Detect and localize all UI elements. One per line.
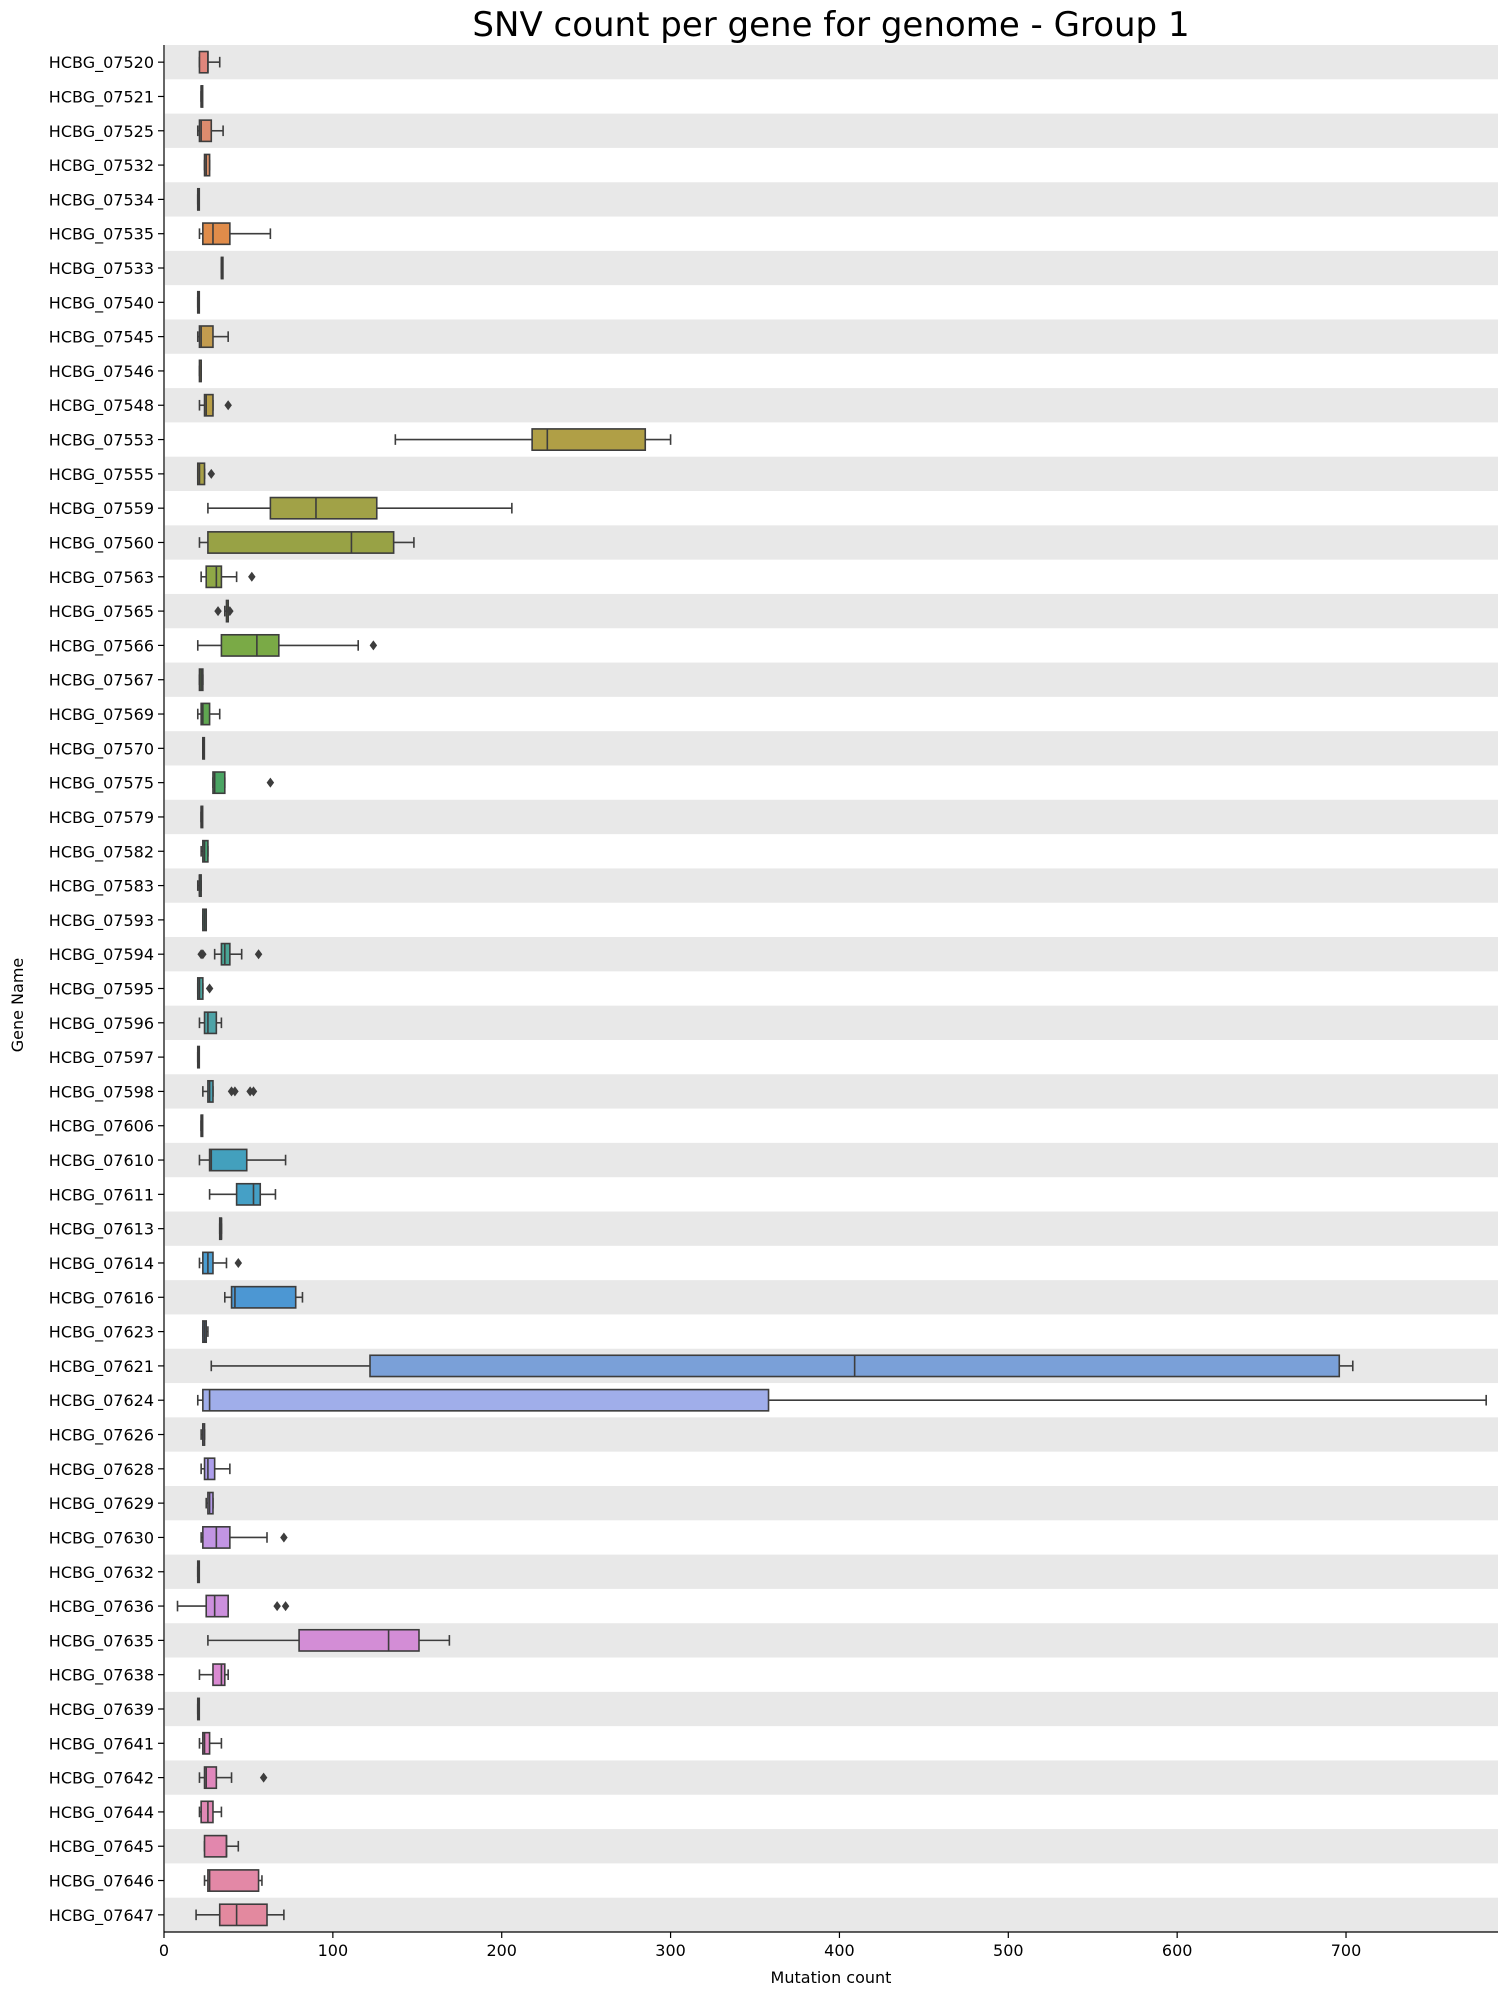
y-axis-ticks bbox=[49, 53, 164, 1926]
row-band bbox=[165, 182, 1498, 216]
x-tick-label: 700 bbox=[1330, 1941, 1362, 1960]
box-HCBG_07644 bbox=[199, 1801, 221, 1822]
y-tick-label: HCBG_07645 bbox=[48, 1837, 154, 1857]
outlier-point bbox=[235, 1258, 243, 1268]
box-HCBG_07559 bbox=[208, 498, 512, 519]
box-HCBG_07532 bbox=[205, 154, 210, 175]
box-HCBG_07546 bbox=[199, 360, 201, 381]
y-tick-label: HCBG_07565 bbox=[48, 602, 154, 622]
y-tick-label: HCBG_07628 bbox=[48, 1459, 154, 1479]
box-HCBG_07621 bbox=[211, 1355, 1352, 1376]
y-tick-label: HCBG_07582 bbox=[48, 842, 154, 862]
box-HCBG_07540 bbox=[198, 292, 200, 313]
box-HCBG_07595 bbox=[198, 978, 214, 999]
box-iqr bbox=[237, 1184, 261, 1205]
y-tick-label: HCBG_07555 bbox=[48, 464, 154, 484]
row-band bbox=[165, 114, 1498, 148]
row-band bbox=[165, 1074, 1498, 1108]
row-band bbox=[165, 800, 1498, 834]
row-band bbox=[165, 1829, 1498, 1863]
box-HCBG_07569 bbox=[198, 703, 220, 724]
y-tick-label: HCBG_07635 bbox=[48, 1631, 154, 1651]
y-tick-label: HCBG_07583 bbox=[48, 876, 154, 896]
box-HCBG_07614 bbox=[199, 1252, 242, 1273]
y-tick-label: HCBG_07563 bbox=[48, 567, 154, 587]
box-HCBG_07563 bbox=[201, 566, 255, 587]
row-band bbox=[165, 868, 1498, 902]
box-HCBG_07553 bbox=[395, 429, 670, 450]
y-tick-label: HCBG_07638 bbox=[48, 1665, 154, 1685]
box-HCBG_07629 bbox=[206, 1493, 213, 1514]
row-band bbox=[165, 388, 1498, 422]
box-iqr bbox=[299, 1630, 419, 1651]
outlier-point bbox=[280, 1532, 288, 1542]
box-HCBG_07616 bbox=[225, 1287, 303, 1308]
box-iqr bbox=[208, 532, 394, 553]
box-HCBG_07636 bbox=[178, 1595, 290, 1616]
box-iqr bbox=[203, 1390, 769, 1411]
y-tick-label: HCBG_07567 bbox=[48, 670, 154, 690]
y-tick-label: HCBG_07540 bbox=[48, 293, 154, 313]
box-iqr bbox=[221, 635, 278, 656]
x-axis-ticks bbox=[159, 1932, 1361, 1960]
box-iqr bbox=[205, 1836, 227, 1857]
row-band bbox=[165, 251, 1498, 285]
y-tick-label: HCBG_07623 bbox=[48, 1322, 154, 1342]
outlier-point bbox=[370, 640, 378, 650]
y-tick-label: HCBG_07569 bbox=[48, 705, 154, 725]
y-tick-label: HCBG_07593 bbox=[48, 910, 154, 930]
outlier-point bbox=[206, 984, 214, 994]
box-iqr bbox=[203, 841, 208, 862]
x-tick-label: 400 bbox=[824, 1941, 855, 1960]
box-iqr bbox=[206, 1595, 228, 1616]
y-tick-label: HCBG_07639 bbox=[48, 1699, 154, 1719]
box-HCBG_07638 bbox=[199, 1664, 228, 1685]
y-tick-label: HCBG_07624 bbox=[48, 1391, 154, 1411]
box-HCBG_07641 bbox=[199, 1733, 221, 1754]
box-iqr bbox=[206, 566, 221, 587]
box-HCBG_07560 bbox=[199, 532, 413, 553]
box-iqr bbox=[199, 52, 207, 73]
box-iqr bbox=[221, 944, 229, 965]
x-tick-label: 0 bbox=[158, 1941, 170, 1960]
y-tick-label: HCBG_07613 bbox=[48, 1219, 154, 1239]
box-HCBG_07624 bbox=[198, 1390, 1486, 1411]
box-HCBG_07611 bbox=[210, 1184, 276, 1205]
y-tick-label: HCBG_07546 bbox=[48, 361, 154, 381]
y-tick-label: HCBG_07611 bbox=[48, 1185, 154, 1205]
row-band bbox=[165, 937, 1498, 971]
box-HCBG_07570 bbox=[203, 738, 205, 759]
box-HCBG_07575 bbox=[213, 772, 274, 793]
box-HCBG_07606 bbox=[201, 1115, 203, 1136]
box-HCBG_07630 bbox=[201, 1527, 287, 1548]
box-HCBG_07535 bbox=[199, 223, 270, 244]
y-tick-label: HCBG_07597 bbox=[48, 1048, 154, 1068]
box-iqr bbox=[205, 1012, 217, 1033]
y-tick-label: HCBG_07641 bbox=[48, 1734, 154, 1754]
box-HCBG_07639 bbox=[198, 1698, 200, 1719]
box-iqr bbox=[198, 978, 203, 999]
box-iqr bbox=[220, 1904, 267, 1925]
x-tick-label: 500 bbox=[993, 1941, 1024, 1960]
y-tick-label: HCBG_07594 bbox=[48, 945, 154, 965]
box-HCBG_07632 bbox=[198, 1561, 200, 1582]
box-iqr bbox=[208, 1081, 213, 1102]
x-tick-label: 300 bbox=[655, 1941, 686, 1960]
box-iqr bbox=[208, 1493, 213, 1514]
row-band bbox=[165, 1692, 1498, 1726]
y-tick-label: HCBG_07632 bbox=[48, 1562, 154, 1582]
y-tick-label: HCBG_07566 bbox=[48, 636, 154, 656]
row-band bbox=[165, 1555, 1498, 1589]
row-band bbox=[165, 731, 1498, 765]
box-HCBG_07582 bbox=[201, 841, 208, 862]
box-HCBG_07521 bbox=[201, 86, 203, 107]
y-tick-label: HCBG_07626 bbox=[48, 1425, 154, 1445]
row-band bbox=[165, 1143, 1498, 1177]
box-HCBG_07613 bbox=[220, 1218, 222, 1239]
y-tick-label: HCBG_07636 bbox=[48, 1597, 154, 1617]
y-tick-label: HCBG_07532 bbox=[48, 156, 154, 176]
x-tick-label: 600 bbox=[1161, 1941, 1193, 1960]
box-HCBG_07646 bbox=[205, 1870, 262, 1891]
y-tick-label: HCBG_07647 bbox=[48, 1905, 154, 1925]
y-tick-label: HCBG_07596 bbox=[48, 1013, 154, 1033]
box-HCBG_07567 bbox=[199, 669, 202, 690]
box-HCBG_07579 bbox=[201, 806, 203, 827]
y-tick-label: HCBG_07533 bbox=[48, 259, 154, 279]
row-band bbox=[165, 1280, 1498, 1314]
box-HCBG_07533 bbox=[221, 257, 223, 278]
box-iqr bbox=[210, 1149, 247, 1170]
y-tick-label: HCBG_07642 bbox=[48, 1768, 154, 1788]
x-tick-label: 200 bbox=[486, 1941, 517, 1960]
y-tick-label: HCBG_07559 bbox=[48, 499, 154, 519]
box-iqr bbox=[205, 1458, 215, 1479]
x-axis-label: Mutation count bbox=[770, 1968, 892, 1987]
outlier-point bbox=[267, 778, 275, 788]
row-band bbox=[165, 1760, 1498, 1794]
y-tick-label: HCBG_07595 bbox=[48, 979, 154, 999]
y-tick-label: HCBG_07525 bbox=[48, 121, 154, 141]
row-band bbox=[165, 1006, 1498, 1040]
y-tick-label: HCBG_07629 bbox=[48, 1494, 154, 1514]
box-HCBG_07593 bbox=[203, 909, 206, 930]
box-HCBG_07534 bbox=[198, 189, 200, 210]
y-tick-label: HCBG_07534 bbox=[48, 190, 154, 210]
box-HCBG_07628 bbox=[201, 1458, 230, 1479]
box-iqr bbox=[532, 429, 645, 450]
y-tick-label: HCBG_07621 bbox=[48, 1356, 154, 1376]
y-tick-label: HCBG_07598 bbox=[48, 1082, 154, 1102]
x-tick-label: 100 bbox=[317, 1941, 349, 1960]
row-band bbox=[165, 663, 1498, 697]
y-tick-label: HCBG_07553 bbox=[48, 430, 154, 450]
y-tick-label: HCBG_07579 bbox=[48, 807, 154, 827]
y-axis-label: Gene Name bbox=[8, 957, 27, 1053]
box-HCBG_07597 bbox=[198, 1046, 200, 1067]
y-tick-label: HCBG_07614 bbox=[48, 1253, 154, 1273]
row-band bbox=[165, 319, 1498, 353]
y-tick-label: HCBG_07560 bbox=[48, 533, 154, 553]
y-tick-label: HCBG_07570 bbox=[48, 739, 154, 759]
y-tick-label: HCBG_07535 bbox=[48, 224, 154, 244]
y-tick-label: HCBG_07644 bbox=[48, 1802, 154, 1822]
row-band bbox=[165, 1212, 1498, 1246]
y-tick-label: HCBG_07606 bbox=[48, 1116, 154, 1136]
y-tick-label: HCBG_07610 bbox=[48, 1151, 154, 1171]
y-tick-label: HCBG_07616 bbox=[48, 1288, 154, 1308]
y-tick-label: HCBG_07520 bbox=[48, 53, 154, 73]
row-band bbox=[165, 457, 1498, 491]
chart-title: SNV count per gene for genome - Group 1 bbox=[472, 5, 1190, 45]
outlier-point bbox=[273, 1601, 281, 1611]
box-iqr bbox=[213, 1664, 225, 1685]
y-tick-label: HCBG_07548 bbox=[48, 396, 154, 416]
row-band bbox=[165, 1417, 1498, 1451]
row-band bbox=[165, 594, 1498, 628]
outlier-point bbox=[282, 1601, 290, 1611]
y-tick-label: HCBG_07521 bbox=[48, 87, 154, 107]
y-tick-label: HCBG_07545 bbox=[48, 327, 154, 347]
outlier-point bbox=[248, 572, 256, 582]
box-HCBG_07566 bbox=[198, 635, 377, 656]
row-band bbox=[165, 1486, 1498, 1520]
row-band bbox=[165, 1898, 1498, 1932]
box-HCBG_07623 bbox=[203, 1321, 208, 1342]
row-band bbox=[165, 45, 1498, 79]
box-iqr bbox=[203, 223, 230, 244]
box-iqr bbox=[270, 498, 376, 519]
box-iqr bbox=[205, 154, 210, 175]
box-iqr bbox=[232, 1287, 296, 1308]
y-tick-label: HCBG_07575 bbox=[48, 773, 154, 793]
y-tick-label: HCBG_07646 bbox=[48, 1871, 154, 1891]
box-iqr bbox=[201, 1801, 213, 1822]
y-tick-label: HCBG_07630 bbox=[48, 1528, 154, 1548]
box-iqr bbox=[208, 1870, 259, 1891]
